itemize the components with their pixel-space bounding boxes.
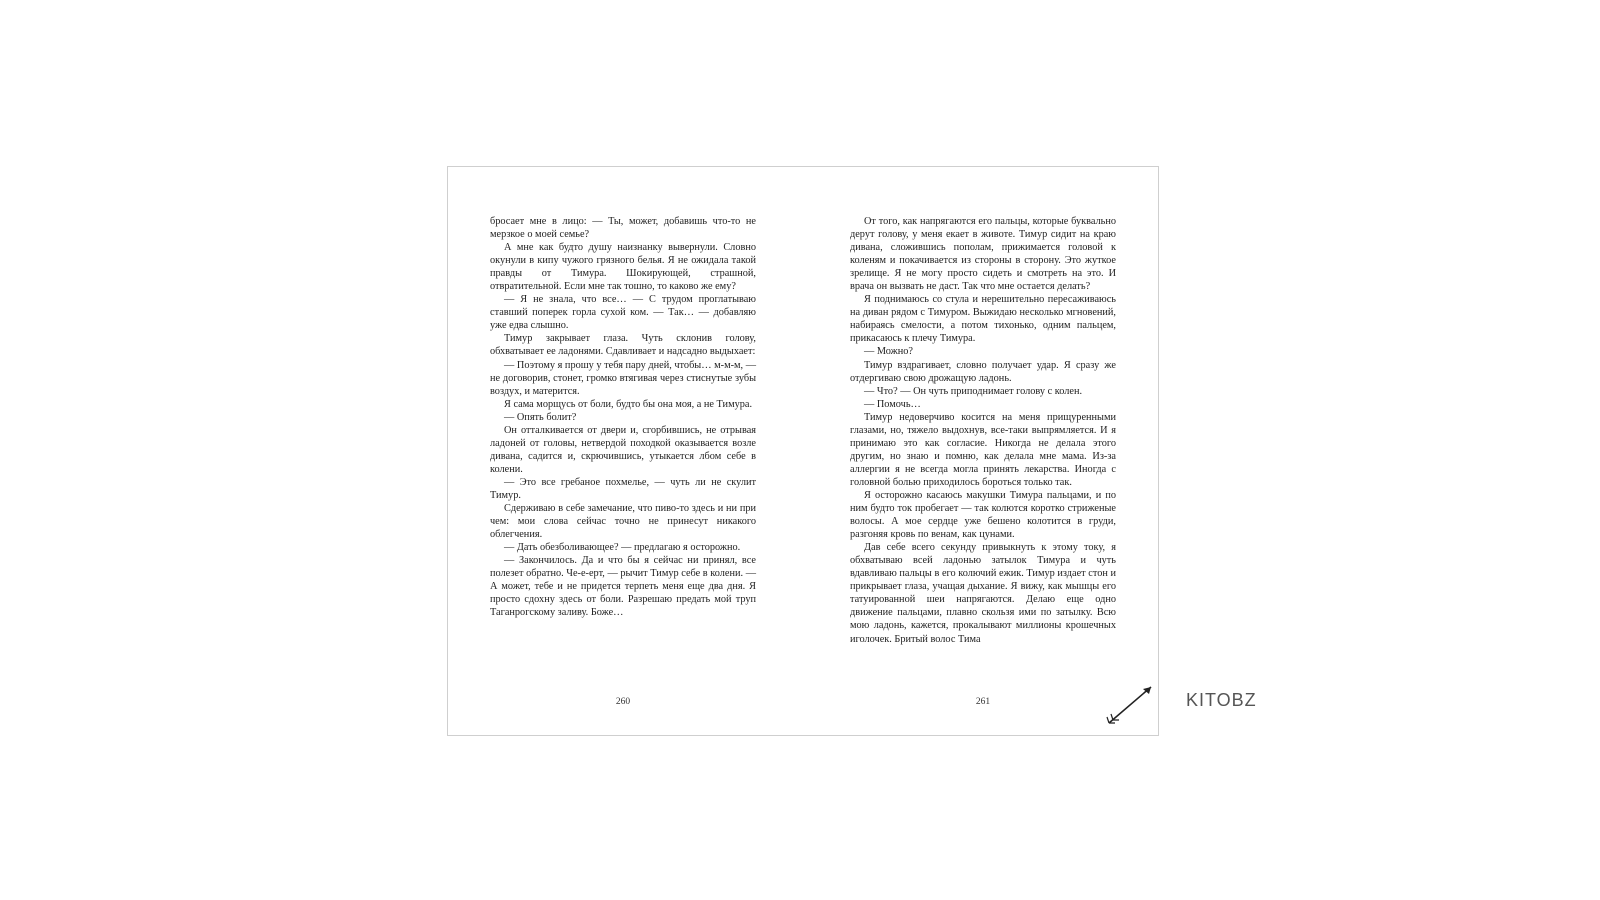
paragraph: — Что? — Он чуть приподнимает голову с колен. <box>864 385 1083 397</box>
paragraph: Я поднимаюсь со стула и нерешительно пересаживаюсь на диван рядом с Тимуром. Выжидаю несколько мгновений, набираясь смелости, а потом тихонько, одним пальцем, прикасаюсь к плечу Тимура. <box>850 294 1116 345</box>
paragraph: — Закончилось. Да и что бы я сейчас ни принял, все полезет обратно. Че-е-ерт, — рычит Тимур себе в колени. — А может, тебе и не придется терпеть меня еще два дня. Я просто сдохну здесь от боли. Разрешаю предать мой труп Таганрогскому заливу. Боже… <box>490 555 756 619</box>
paragraph: Тимур недоверчиво косится на меня прищуренными глазами, но, тяжело выдохнув, все-таки выпрямляется. И я принимаю это как согласие. Никогда не делала этого другим, но знаю и помню, как делала мне мама. Из-за аллергии я не всегда могла принять лекарства. Иногда с головной болью приходилось бороться только так. <box>850 411 1116 488</box>
paragraph: Тимур закрывает глаза. Чуть склонив голову, обхватывает ее ладонями. Сдавливает и надсадно выдыхает: <box>490 333 756 358</box>
paragraph: — Можно? <box>864 346 914 358</box>
paragraph: А мне как будто душу наизнанку вывернули. Словно окунули в кипу чужого грязного белья. Я не ожидала такой правды от Тимура. Шокирующей, страшной, отвратительной. Если мне так тошно, то каково же ему? <box>490 242 756 293</box>
paragraph: — Помочь… <box>864 398 921 410</box>
paragraph: — Я не знала, что все… — С трудом проглатываю ставший поперек горла сухой ком. — Так… — добавляю уже едва слышно. <box>490 294 756 332</box>
paragraph: Я осторожно касаюсь макушки Тимура пальцами, и по ним будто ток пробегает — так колются коротко стриженые волосы. А мое сердце уже бешено колотится в груди, разгоняя кровь по венам, как цунами. <box>850 489 1116 541</box>
arrow-icon <box>1103 681 1157 729</box>
paragraph: бросает мне в лицо: — Ты, может, добавишь что-то не мерзкое о моей семье? <box>490 216 756 241</box>
paragraph: Дав себе всего секунду привыкнуть к этому току, я обхватываю всей ладонью затылок Тимура и чуть вдавливаю пальцы в его колючий ежик. Тимур издает стон и прикрывает глаза, учащая дыхание. Я вижу, как мышцы его татуированной шеи напрягаются. Делаю еще одно движение пальцами, плавно скользя ими по затылку. Всю мою ладонь, кажется, прокалывают миллионы крошечных иголочек. Бритый волос Тима <box>850 542 1116 645</box>
paragraph: — Дать обезболивающее? — предлагаю я осторожно. <box>504 542 741 554</box>
book-spread <box>447 166 1159 736</box>
paragraph: — Опять болит? <box>504 411 577 423</box>
paragraph: Я сама морщусь от боли, будто бы она моя, а не Тимура. <box>504 398 753 410</box>
paragraph: — Поэтому я прошу у тебя пару дней, чтобы… м-м-м, — не договорив, стонет, громко втягивая через стиснутые зубы воздух, и матерится. <box>490 359 756 397</box>
right-page-number: 261 <box>975 697 991 707</box>
paragraph: Сдерживаю в себе замечание, что пиво-то здесь и ни при чем: мои слова сейчас точно не принесут никакого облегчения. <box>490 503 756 541</box>
right-page-text <box>850 215 1116 646</box>
paragraph: Он отталкивается от двери и, сгорбившись, не отрывая ладоней от головы, нетвердой походкой оказывается возле дивана, садится и, скрючившись, утыкается лбом себе в колени. <box>490 424 756 475</box>
paragraph: От того, как напрягаются его пальцы, которые буквально дерут голову, у меня екает в животе. Тимур сидит на краю дивана, сложившись пополам, прижимается головой к коленям и покачивается из стороны в сторону. Это жуткое зрелище. Я не могу просто сидеть и смотреть на это. И врача он вызвать не даст. Так что мне остается делать? <box>850 216 1116 293</box>
brand-logo <box>1186 690 1257 711</box>
left-page-text <box>490 215 756 619</box>
paragraph: Тимур вздрагивает, словно получает удар. Я сразу же отдергиваю свою дрожащую ладонь. <box>850 359 1116 384</box>
paragraph: — Это все гребаное похмелье, — чуть ли не скулит Тимур. <box>490 476 756 501</box>
brand-wordmark: KITOBZ <box>1186 690 1257 710</box>
left-page-number: 260 <box>615 697 631 707</box>
